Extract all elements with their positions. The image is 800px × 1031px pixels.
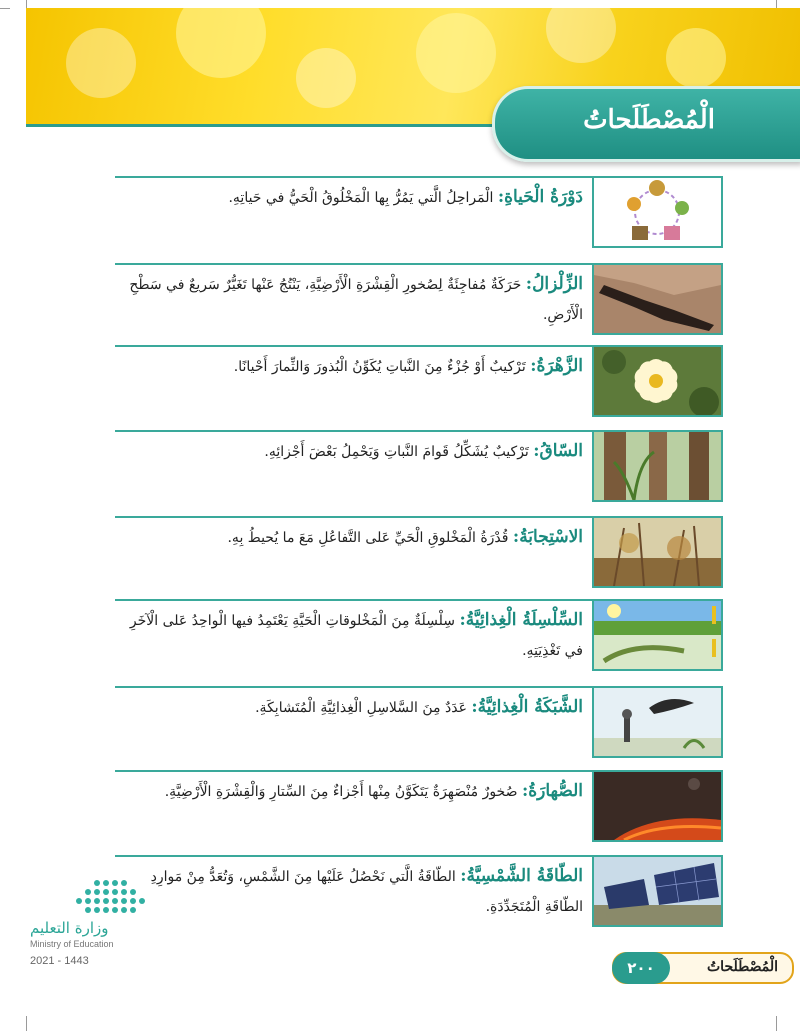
definition-text: حَرَكَةٌ مُفاجِئَةٌ لِصُخورِ الْقِشْرَةِ الْأَرْضِيَّةِ، يَنْتُجُ عَنْها تَغَيُّرٌ سَريعٌ في سَطْحِ الْأَرْضِ. — [129, 277, 583, 323]
stem-image — [592, 430, 723, 502]
row-divider — [115, 430, 595, 432]
term-definition — [123, 776, 583, 807]
crop-mark — [26, 1016, 27, 1031]
edition-year: 2021 - 1443 — [30, 955, 89, 967]
food-chain-image — [592, 599, 723, 671]
glossary-row — [115, 686, 723, 758]
title-underline — [26, 124, 506, 127]
earthquake-image — [592, 263, 723, 335]
life-cycle-image — [592, 176, 723, 248]
term-label: السِّلْسِلَةُ الْغِذائِيَّةُ: — [459, 610, 583, 630]
food-web-image — [592, 686, 723, 758]
response-image — [592, 516, 723, 588]
ministry-name-english: Ministry of Education — [30, 939, 114, 949]
definition-text: الطّاقَةُ الَّتي نَحْصُلُ عَلَيْها مِنَ الشَّمْسِ، وَتُعَدُّ مِنْ مَوارِدِ الطّاقَةِ الْمُتَجَدِّدَةِ. — [150, 869, 583, 915]
glossary-row — [115, 770, 723, 842]
page-title: الْمُصْطَلَحاتُ — [583, 105, 715, 135]
term-label: دَوْرَةُ الْحَياةِ: — [497, 187, 583, 207]
glossary-row — [115, 430, 723, 502]
definition-text: سِلْسِلَةٌ مِنَ الْمَخْلوقاتِ الْحَيَّةِ يَعْتَمِدُ فيها الْواحِدُ عَلى الْآخَرِ في تَغْذِيَتِهِ. — [129, 613, 583, 659]
definition-text: تَرْكيبٌ أَوْ جُزْءٌ مِنَ النَّباتِ يُكَوِّنُ الْبُذورَ وَالثِّمارَ أَحْيانًا. — [233, 359, 526, 375]
term-label: الطّاقَةُ الشَّمْسِيَّةُ: — [460, 866, 583, 886]
row-divider — [115, 263, 595, 265]
glossary-row — [115, 599, 723, 671]
crop-mark — [0, 8, 10, 9]
term-definition — [123, 861, 583, 922]
row-divider — [115, 345, 595, 347]
row-divider — [115, 516, 595, 518]
term-definition — [123, 182, 583, 213]
row-divider — [115, 599, 595, 601]
page-number: ٢٠٠ — [612, 952, 670, 984]
term-definition — [123, 522, 583, 553]
glossary-row — [115, 516, 723, 588]
term-definition — [123, 351, 583, 382]
term-definition — [123, 269, 583, 330]
solar-panels-image — [592, 855, 723, 927]
glossary-row — [115, 855, 723, 927]
row-divider — [115, 176, 595, 178]
logo-dots-icon — [76, 880, 140, 913]
magma-image — [592, 770, 723, 842]
ministry-name-arabic: وزارة التعليم — [30, 919, 109, 937]
term-definition — [123, 436, 583, 467]
definition-text: قُدْرَةُ الْمَخْلوقِ الْحَيِّ عَلى التَّفاعُلِ مَعَ ما يُحيطُ بِهِ. — [227, 530, 509, 546]
row-divider — [115, 855, 595, 857]
definition-text: الْمَراحِلُ الَّتي يَمُرُّ بِها الْمَخْلُوقُ الْحَيُّ في حَياتِهِ. — [228, 190, 494, 206]
term-label: الزَّهْرَةُ: — [530, 356, 583, 376]
term-label: الصُّهارَةُ: — [521, 781, 583, 801]
term-label: الزِّلْزالُ: — [525, 274, 583, 294]
term-label: الاسْتِجابَةُ: — [512, 527, 583, 547]
term-label: الشَّبَكَةُ الْغِذائِيَّةُ: — [471, 697, 583, 717]
glossary-row — [115, 345, 723, 417]
glossary-row — [115, 263, 723, 335]
page-footer — [612, 952, 794, 984]
definition-text: تَرْكيبٌ يُشَكِّلُ قَوامَ النَّباتِ وَيَحْمِلُ بَعْضَ أَجْزائِهِ. — [264, 444, 529, 460]
ministry-logo — [30, 880, 140, 967]
glossary-row — [115, 176, 723, 248]
row-divider — [115, 686, 595, 688]
term-definition — [123, 605, 583, 666]
term-definition — [123, 692, 583, 723]
term-label: السّاقُ: — [533, 441, 583, 461]
page-title-tab — [492, 86, 800, 162]
definition-text: عَدَدٌ مِنَ السَّلاسِلِ الْغِذائِيَّةِ الْمُتَشابِكَةِ. — [255, 700, 467, 716]
definition-text: صُخورٌ مُنْصَهِرَةٌ يَتَكَوَّنُ مِنْها أَجْزاءٌ مِنَ السِّتارِ وَالْقِشْرَةِ الْأَرْضِيَّةِ. — [164, 784, 518, 800]
row-divider — [115, 770, 595, 772]
footer-section-label: الْمُصْطَلَحاتُ — [707, 959, 778, 975]
crop-mark — [776, 1016, 777, 1031]
flower-image — [592, 345, 723, 417]
